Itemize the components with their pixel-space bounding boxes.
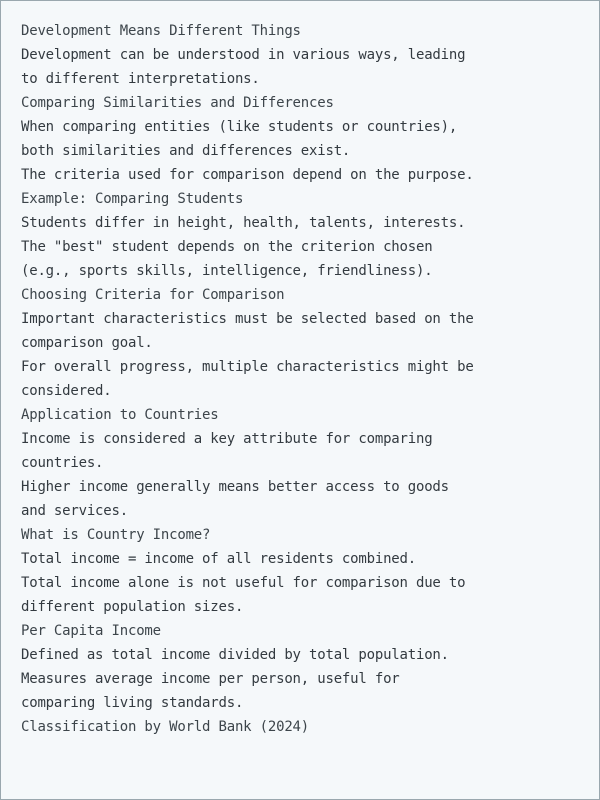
- text-line: (e.g., sports skills, intelligence, friendliness).: [21, 263, 433, 279]
- section-heading: Per Capita Income: [21, 623, 161, 639]
- text-line: both similarities and differences exist.: [21, 143, 351, 159]
- text-line: to different interpretations.: [21, 71, 260, 87]
- text-line: Students differ in height, health, talents, interests.: [21, 215, 466, 231]
- text-line: and services.: [21, 503, 128, 519]
- text-line: For overall progress, multiple characteristics might be: [21, 359, 474, 375]
- text-line: considered.: [21, 383, 112, 399]
- text-line: Development can be understood in various ways, leading: [21, 47, 466, 63]
- text-line: Important characteristics must be selected based on the: [21, 311, 474, 327]
- section-heading: Application to Countries: [21, 407, 219, 423]
- section-heading: Choosing Criteria for Comparison: [21, 287, 285, 303]
- section-heading: Classification by World Bank (2024): [21, 719, 310, 735]
- section-heading: What is Country Income?: [21, 527, 211, 543]
- text-line: countries.: [21, 455, 104, 471]
- section-heading: Comparing Similarities and Differences: [21, 95, 334, 111]
- text-line: When comparing entities (like students or countries),: [21, 119, 458, 135]
- text-line: The criteria used for comparison depend on the purpose.: [21, 167, 474, 183]
- text-line: Higher income generally means better access to goods: [21, 479, 449, 495]
- text-line: Measures average income per person, useful for: [21, 671, 400, 687]
- text-line: The "best" student depends on the criterion chosen: [21, 239, 433, 255]
- text-line: Income is considered a key attribute for comparing: [21, 431, 433, 447]
- text-line: different population sizes.: [21, 599, 244, 615]
- section-heading: Example: Comparing Students: [21, 191, 244, 207]
- section-heading: Development Means Different Things: [21, 23, 301, 39]
- text-line: Defined as total income divided by total population.: [21, 647, 449, 663]
- text-line: comparing living standards.: [21, 695, 244, 711]
- document-content: [21, 19, 581, 739]
- text-line: Total income alone is not useful for comparison due to: [21, 575, 466, 591]
- text-line: Total income = income of all residents combined.: [21, 551, 416, 567]
- text-line: comparison goal.: [21, 335, 153, 351]
